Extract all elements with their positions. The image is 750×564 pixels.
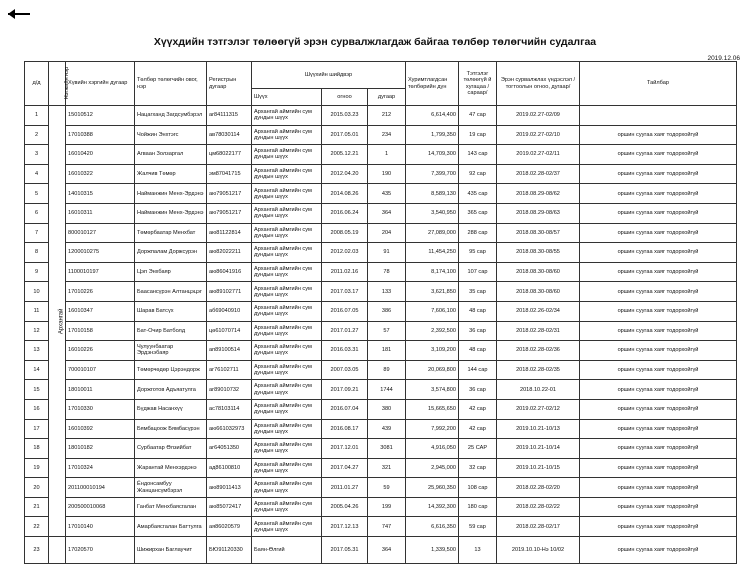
row-number: 2 bbox=[25, 125, 49, 145]
remark: оршин суугаа хаяг тодорхойгүй bbox=[580, 184, 737, 204]
accrued-amount: 3,574,800 bbox=[406, 380, 459, 400]
unpaid-months: 35 сар bbox=[459, 282, 497, 302]
table-row bbox=[25, 497, 737, 517]
register-number: эм87041715 bbox=[207, 164, 252, 184]
case-number: 14010315 bbox=[66, 184, 135, 204]
court-name: Архангай аймгийн сум дундын шүүх bbox=[252, 223, 322, 243]
decision-number: 91 bbox=[368, 243, 406, 263]
payer-name: Ёндонсамбуу Жанцансүмбэрэл bbox=[135, 478, 207, 498]
remark bbox=[580, 106, 737, 126]
remark: оршин суугаа хаяг тодорхойгүй bbox=[580, 360, 737, 380]
table-row bbox=[25, 537, 737, 564]
decision-number: 133 bbox=[368, 282, 406, 302]
remark: оршин суугаа хаяг тодорхойгүй bbox=[580, 537, 737, 564]
row-number: 23 bbox=[25, 537, 49, 564]
unpaid-months: 108 сар bbox=[459, 478, 497, 498]
payer-name: Доржготов Адъяатулга bbox=[135, 380, 207, 400]
payer-name: Бат-Очир Батболд bbox=[135, 321, 207, 341]
row-number: 21 bbox=[25, 497, 49, 517]
table-row bbox=[25, 321, 737, 341]
unpaid-months: 144 сар bbox=[459, 360, 497, 380]
decision-number: 364 bbox=[368, 537, 406, 564]
search-basis: 2018.08.29-08/63 bbox=[497, 203, 580, 223]
register-number: аю81122814 bbox=[207, 223, 252, 243]
payer-name: Доржпалам Доржсурэн bbox=[135, 243, 207, 263]
search-basis: 2019.02.27-02/09 bbox=[497, 106, 580, 126]
remark: оршин суугаа хаяг тодорхойгүй bbox=[580, 439, 737, 459]
decision-date: 2005.04.26 bbox=[322, 497, 368, 517]
case-number: 800010127 bbox=[66, 223, 135, 243]
payer-name: Шижирхан Баглаучит bbox=[135, 537, 207, 564]
row-number: 20 bbox=[25, 478, 49, 498]
court-name: Архангай аймгийн сум дундын шүүх bbox=[252, 419, 322, 439]
accrued-amount: 25,960,350 bbox=[406, 478, 459, 498]
table-row bbox=[25, 380, 737, 400]
court-name: Архангай аймгийн сум дундын шүүх bbox=[252, 439, 322, 459]
unpaid-months: 92 сар bbox=[459, 164, 497, 184]
row-number: 9 bbox=[25, 262, 49, 282]
table-row bbox=[25, 517, 737, 537]
decision-number: 1744 bbox=[368, 380, 406, 400]
unit-name-cell bbox=[49, 537, 66, 564]
decision-number: 386 bbox=[368, 301, 406, 321]
decision-date: 2017.12.13 bbox=[322, 517, 368, 537]
case-number: 1200010275 bbox=[66, 243, 135, 263]
case-number: 17020570 bbox=[66, 537, 135, 564]
case-number: 17010388 bbox=[66, 125, 135, 145]
court-name: Архангай аймгийн сум дундын шүүх bbox=[252, 360, 322, 380]
search-basis: 2019.02.27-02/10 bbox=[497, 125, 580, 145]
payer-name: Найманжин Менх-Эрдэнэ bbox=[135, 184, 207, 204]
remark: оршин суугаа хаяг тодорхойгүй bbox=[580, 223, 737, 243]
table-row bbox=[25, 106, 737, 126]
unpaid-months: 13 bbox=[459, 537, 497, 564]
case-number: 17010158 bbox=[66, 321, 135, 341]
unpaid-months: 36 сар bbox=[459, 380, 497, 400]
table-row bbox=[25, 419, 737, 439]
decision-date: 2017.04.27 bbox=[322, 458, 368, 478]
header-decision: Шүүхийн шийдвэр bbox=[252, 62, 406, 89]
row-number: 22 bbox=[25, 517, 49, 537]
remark: оршин суугаа хаяг тодорхойгүй bbox=[580, 164, 737, 184]
remark: оршин суугаа хаяг тодорхойгүй bbox=[580, 458, 737, 478]
court-name: Архангай аймгийн сум дундын шүүх bbox=[252, 125, 322, 145]
decision-date: 2016.07.04 bbox=[322, 399, 368, 419]
remark: оршин суугаа хаяг тодорхойгүй bbox=[580, 380, 737, 400]
payer-name: Бүджав Насанхүү bbox=[135, 399, 207, 419]
unpaid-months: 42 сар bbox=[459, 419, 497, 439]
payer-name: Амарбаясгалан Баттулга bbox=[135, 517, 207, 537]
remark: оршин суугаа хаяг тодорхойгүй bbox=[580, 419, 737, 439]
remark: оршин суугаа хаяг тодорхойгүй bbox=[580, 145, 737, 165]
accrued-amount: 11,454,250 bbox=[406, 243, 459, 263]
table-row bbox=[25, 203, 737, 223]
search-basis: 2019.10.10-Нэ 10/02 bbox=[497, 537, 580, 564]
decision-date: 2017.01.27 bbox=[322, 321, 368, 341]
case-number: 17010330 bbox=[66, 399, 135, 419]
remark: оршин суугаа хаяг тодорхойгүй bbox=[580, 341, 737, 361]
decision-date: 2008.05.19 bbox=[322, 223, 368, 243]
unpaid-months: 42 сар bbox=[459, 399, 497, 419]
table-row bbox=[25, 164, 737, 184]
remark: оршин суугаа хаяг тодорхойгүй bbox=[580, 517, 737, 537]
table-row bbox=[25, 301, 737, 321]
payer-name: Баасансүрэн Алтанцэцэг bbox=[135, 282, 207, 302]
search-basis: 2019.02.27-02/12 bbox=[497, 399, 580, 419]
row-number: 6 bbox=[25, 203, 49, 223]
table-row bbox=[25, 184, 737, 204]
court-name: Архангай аймгийн сум дундын шүүх bbox=[252, 517, 322, 537]
search-basis: 2018.08.29-08/62 bbox=[497, 184, 580, 204]
court-name: Архангай аймгийн сум дундын шүүх bbox=[252, 243, 322, 263]
register-number: аю79051217 bbox=[207, 184, 252, 204]
decision-date: 2016.08.17 bbox=[322, 419, 368, 439]
table-row bbox=[25, 458, 737, 478]
accrued-amount: 7,992,200 bbox=[406, 419, 459, 439]
payers-table bbox=[24, 61, 737, 564]
row-number: 18 bbox=[25, 439, 49, 459]
court-name: Архангай аймгийн сум дундын шүүх bbox=[252, 203, 322, 223]
unpaid-months: 48 сар bbox=[459, 341, 497, 361]
case-number: 16010226 bbox=[66, 341, 135, 361]
case-number: 201100010194 bbox=[66, 478, 135, 498]
register-number: ад86100810 bbox=[207, 458, 252, 478]
decision-date: 2016.03.31 bbox=[322, 341, 368, 361]
register-number: ас78103114 bbox=[207, 399, 252, 419]
accrued-amount: 27,089,000 bbox=[406, 223, 459, 243]
decision-number: 435 bbox=[368, 184, 406, 204]
register-number: аю86041916 bbox=[207, 262, 252, 282]
register-number: аг64051350 bbox=[207, 439, 252, 459]
accrued-amount: 3,621,850 bbox=[406, 282, 459, 302]
decision-date: 2017.12.01 bbox=[322, 439, 368, 459]
header-no: д/д bbox=[25, 62, 49, 106]
payer-name: Төмөрбаатар Менхбат bbox=[135, 223, 207, 243]
decision-number: 190 bbox=[368, 164, 406, 184]
header-payer: Төлбөр төлөгчийн овог, нэр bbox=[135, 62, 207, 106]
accrued-amount: 1,799,350 bbox=[406, 125, 459, 145]
row-number: 4 bbox=[25, 164, 49, 184]
search-basis: 2018.02.26-02/34 bbox=[497, 301, 580, 321]
payer-name: Чойжин Энхтэгс bbox=[135, 125, 207, 145]
register-number: аю79051217 bbox=[207, 203, 252, 223]
accrued-amount: 2,392,500 bbox=[406, 321, 459, 341]
court-name: Архангай аймгийн сум дундын шүүх bbox=[252, 497, 322, 517]
decision-date: 2014.08.26 bbox=[322, 184, 368, 204]
row-number: 8 bbox=[25, 243, 49, 263]
remark: оршин суугаа хаяг тодорхойгүй bbox=[580, 282, 737, 302]
accrued-amount: 20,069,800 bbox=[406, 360, 459, 380]
search-basis: 2019.10.21-10/13 bbox=[497, 419, 580, 439]
payer-name: Төмөрчөдөр Цэрэндорж bbox=[135, 360, 207, 380]
header-decision-number: дугаар bbox=[368, 89, 406, 106]
decision-date: 2007.03.05 bbox=[322, 360, 368, 380]
search-basis: 2018.02.28-02/31 bbox=[497, 321, 580, 341]
table-row bbox=[25, 282, 737, 302]
remark: оршин суугаа хаяг тодорхойгүй bbox=[580, 399, 737, 419]
case-number: 17010140 bbox=[66, 517, 135, 537]
case-number: 16010347 bbox=[66, 301, 135, 321]
table-row bbox=[25, 223, 737, 243]
accrued-amount: 4,916,050 bbox=[406, 439, 459, 459]
unpaid-months: 47 сар bbox=[459, 106, 497, 126]
search-basis: 2018.02.28-02/35 bbox=[497, 360, 580, 380]
table-row bbox=[25, 125, 737, 145]
row-number: 11 bbox=[25, 301, 49, 321]
register-number: аб69040910 bbox=[207, 301, 252, 321]
remark: оршин суугаа хаяг тодорхойгүй bbox=[580, 497, 737, 517]
case-number: 1100010197 bbox=[66, 262, 135, 282]
payer-name: Агваан Золзаргал bbox=[135, 145, 207, 165]
accrued-amount: 7,399,700 bbox=[406, 164, 459, 184]
case-number: 16010322 bbox=[66, 164, 135, 184]
register-number: БЮ91120330 bbox=[207, 537, 252, 564]
header-unit: Нэгжийн нэр bbox=[49, 62, 66, 106]
decision-number: 380 bbox=[368, 399, 406, 419]
row-number: 15 bbox=[25, 380, 49, 400]
unpaid-months: 107 сар bbox=[459, 262, 497, 282]
accrued-amount: 7,606,100 bbox=[406, 301, 459, 321]
accrued-amount: 8,589,130 bbox=[406, 184, 459, 204]
row-number: 17 bbox=[25, 419, 49, 439]
payer-name: Сурбаатар Өлзийбат bbox=[135, 439, 207, 459]
search-basis: 2018.02.28-02/17 bbox=[497, 517, 580, 537]
case-number: 17010226 bbox=[66, 282, 135, 302]
payer-name: Найманжин Менх-Эрдэнэ bbox=[135, 203, 207, 223]
search-basis: 2019.02.27-02/11 bbox=[497, 145, 580, 165]
accrued-amount: 1,339,500 bbox=[406, 537, 459, 564]
arrow-left-icon bbox=[8, 8, 30, 20]
court-name: Баян-Өлгий bbox=[252, 537, 322, 564]
unpaid-months: 36 сар bbox=[459, 321, 497, 341]
unpaid-months: 32 сар bbox=[459, 458, 497, 478]
payer-name: Жалчив Төмөр bbox=[135, 164, 207, 184]
register-number: ап89100514 bbox=[207, 341, 252, 361]
payer-name: Цэп Энхбаяр bbox=[135, 262, 207, 282]
accrued-amount: 15,665,650 bbox=[406, 399, 459, 419]
court-name: Архангай аймгийн сум дундын шүүх bbox=[252, 341, 322, 361]
decision-date: 2017.05.01 bbox=[322, 125, 368, 145]
accrued-amount: 2,945,000 bbox=[406, 458, 459, 478]
court-name: Архангай аймгийн сум дундын шүүх bbox=[252, 106, 322, 126]
unpaid-months: 25 САР bbox=[459, 439, 497, 459]
accrued-amount: 14,392,300 bbox=[406, 497, 459, 517]
decision-date: 2005.12.21 bbox=[322, 145, 368, 165]
court-name: Архангай аймгийн сум дундын шүүх bbox=[252, 262, 322, 282]
case-number: 200500010068 bbox=[66, 497, 135, 517]
accrued-amount: 6,616,350 bbox=[406, 517, 459, 537]
decision-number: 89 bbox=[368, 360, 406, 380]
table-row bbox=[25, 145, 737, 165]
remark: оршин суугаа хаяг тодорхойгүй bbox=[580, 301, 737, 321]
court-name: Архангай аймгийн сум дундын шүүх bbox=[252, 145, 322, 165]
unpaid-months: 59 сар bbox=[459, 517, 497, 537]
decision-number: 3081 bbox=[368, 439, 406, 459]
row-number: 14 bbox=[25, 360, 49, 380]
decision-number: 234 bbox=[368, 125, 406, 145]
row-number: 16 bbox=[25, 399, 49, 419]
header-remark: Тайлбар bbox=[580, 62, 737, 106]
decision-number: 364 bbox=[368, 203, 406, 223]
accrued-amount: 14,709,300 bbox=[406, 145, 459, 165]
remark: оршин суугаа хаяг тодорхойгүй bbox=[580, 262, 737, 282]
decision-date: 2011.01.27 bbox=[322, 478, 368, 498]
payer-name: Шарав Батсүх bbox=[135, 301, 207, 321]
search-basis: 2018.08.30-08/60 bbox=[497, 282, 580, 302]
court-name: Архангай аймгийн сум дундын шүүх bbox=[252, 399, 322, 419]
decision-date: 2017.03.17 bbox=[322, 282, 368, 302]
document-date: 2019.12.06 bbox=[707, 55, 740, 62]
search-basis: 2019.10.21-10/14 bbox=[497, 439, 580, 459]
table-row bbox=[25, 243, 737, 263]
remark: оршин суугаа хаяг тодорхойгүй bbox=[580, 478, 737, 498]
row-number: 1 bbox=[25, 106, 49, 126]
register-number: аю82022211 bbox=[207, 243, 252, 263]
payer-name: Ганбат Менхбаясгалан bbox=[135, 497, 207, 517]
row-number: 19 bbox=[25, 458, 49, 478]
decision-number: 212 bbox=[368, 106, 406, 126]
register-number: цм68022177 bbox=[207, 145, 252, 165]
unpaid-months: 180 сар bbox=[459, 497, 497, 517]
row-number: 7 bbox=[25, 223, 49, 243]
decision-date: 2011.02.16 bbox=[322, 262, 368, 282]
decision-number: 57 bbox=[368, 321, 406, 341]
payer-name: Нацагханд Загдсумбэрэл bbox=[135, 106, 207, 126]
court-name: Архангай аймгийн сум дундын шүүх bbox=[252, 321, 322, 341]
unit-name-cell: Архангай bbox=[49, 106, 66, 537]
header-decision-date: огноо bbox=[322, 89, 368, 106]
table-row bbox=[25, 399, 737, 419]
case-number: 16010420 bbox=[66, 145, 135, 165]
unpaid-months: 19 сар bbox=[459, 125, 497, 145]
search-basis: 2018.08.30-08/55 bbox=[497, 243, 580, 263]
remark: оршин суугаа хаяг тодорхойгүй bbox=[580, 203, 737, 223]
decision-number: 1 bbox=[368, 145, 406, 165]
case-number: 16010392 bbox=[66, 419, 135, 439]
header-case-no: Хүвийн хэргийн дугаар bbox=[66, 62, 135, 106]
table-row bbox=[25, 262, 737, 282]
search-basis: 2019.10.21-10/15 bbox=[497, 458, 580, 478]
search-basis: 2018.08.30-08/57 bbox=[497, 223, 580, 243]
unpaid-months: 435 сар bbox=[459, 184, 497, 204]
decision-date: 2012.04.20 bbox=[322, 164, 368, 184]
remark: оршин суугаа хаяг тодорхойгүй bbox=[580, 243, 737, 263]
row-number: 13 bbox=[25, 341, 49, 361]
unpaid-months: 48 сар bbox=[459, 301, 497, 321]
table-row bbox=[25, 478, 737, 498]
remark: оршин суугаа хаяг тодорхойгүй bbox=[580, 321, 737, 341]
remark: оршин суугаа хаяг тодорхойгүй bbox=[580, 125, 737, 145]
decision-date: 2017.05.31 bbox=[322, 537, 368, 564]
search-basis: 2018.02.28-02/22 bbox=[497, 497, 580, 517]
accrued-amount: 6,614,400 bbox=[406, 106, 459, 126]
register-number: цө61070714 bbox=[207, 321, 252, 341]
accrued-amount: 8,174,100 bbox=[406, 262, 459, 282]
decision-date: 2012.02.03 bbox=[322, 243, 368, 263]
decision-number: 321 bbox=[368, 458, 406, 478]
unpaid-months: 95 сар bbox=[459, 243, 497, 263]
table-row bbox=[25, 341, 737, 361]
unpaid-months: 365 сар bbox=[459, 203, 497, 223]
court-name: Архангай аймгийн сум дундын шүүх bbox=[252, 458, 322, 478]
search-basis: 2018.02.28-02/37 bbox=[497, 164, 580, 184]
accrued-amount: 3,540,950 bbox=[406, 203, 459, 223]
register-number: аг89010732 bbox=[207, 380, 252, 400]
case-number: 15010512 bbox=[66, 106, 135, 126]
table-row bbox=[25, 439, 737, 459]
register-number: аю661032973 bbox=[207, 419, 252, 439]
payer-name: Бямбацоож Бямбасүрэн bbox=[135, 419, 207, 439]
court-name: Архангай аймгийн сум дундын шүүх bbox=[252, 282, 322, 302]
register-number: аю89011413 bbox=[207, 478, 252, 498]
row-number: 3 bbox=[25, 145, 49, 165]
case-number: 16010311 bbox=[66, 203, 135, 223]
case-number: 17010324 bbox=[66, 458, 135, 478]
search-basis: 2018.02.28-02/20 bbox=[497, 478, 580, 498]
row-number: 10 bbox=[25, 282, 49, 302]
decision-number: 199 bbox=[368, 497, 406, 517]
search-basis: 2018.08.30-08/60 bbox=[497, 262, 580, 282]
decision-date: 2015.03.23 bbox=[322, 106, 368, 126]
table-row bbox=[25, 360, 737, 380]
search-basis: 2018.10.22-01 bbox=[497, 380, 580, 400]
decision-date: 2017.09.21 bbox=[322, 380, 368, 400]
decision-number: 181 bbox=[368, 341, 406, 361]
header-court: Шүүх bbox=[252, 89, 322, 106]
register-number: аю89102771 bbox=[207, 282, 252, 302]
decision-number: 78 bbox=[368, 262, 406, 282]
case-number: 18010011 bbox=[66, 380, 135, 400]
payer-name: Чулуунбаатар Эрдэнэбаяр bbox=[135, 341, 207, 361]
header-search-basis: Эрэн сурвалжлах үндэслэл /тогтоолын огноо, дугаар/ bbox=[497, 62, 580, 106]
row-number: 5 bbox=[25, 184, 49, 204]
decision-date: 2016.06.24 bbox=[322, 203, 368, 223]
header-amount: Хуримтлагдсан төлбөрийн дүн bbox=[406, 62, 459, 106]
court-name: Архангай аймгийн сум дундын шүүх bbox=[252, 301, 322, 321]
decision-number: 439 bbox=[368, 419, 406, 439]
search-basis: 2018.02.28-02/36 bbox=[497, 341, 580, 361]
register-number: аю85072417 bbox=[207, 497, 252, 517]
decision-number: 747 bbox=[368, 517, 406, 537]
decision-number: 204 bbox=[368, 223, 406, 243]
register-number: ar84111315 bbox=[207, 106, 252, 126]
court-name: Архангай аймгийн сум дундын шүүх bbox=[252, 164, 322, 184]
decision-date: 2016.07.05 bbox=[322, 301, 368, 321]
unpaid-months: 288 сар bbox=[459, 223, 497, 243]
header-register: Регистрын дугаар bbox=[207, 62, 252, 106]
decision-number: 59 bbox=[368, 478, 406, 498]
court-name: Архангай аймгийн сум дундын шүүх bbox=[252, 380, 322, 400]
accrued-amount: 3,109,200 bbox=[406, 341, 459, 361]
case-number: 700010107 bbox=[66, 360, 135, 380]
payer-name: Жарантай Менхэрдэнэ bbox=[135, 458, 207, 478]
court-name: Архангай аймгийн сум дундын шүүх bbox=[252, 184, 322, 204]
unpaid-months: 143 сар bbox=[459, 145, 497, 165]
case-number: 18010182 bbox=[66, 439, 135, 459]
court-name: Архангай аймгийн сум дундын шүүх bbox=[252, 478, 322, 498]
register-number: аг76102711 bbox=[207, 360, 252, 380]
register-number: ав78030114 bbox=[207, 125, 252, 145]
header-months: Тэтгэлэг төлөөгүй й хугацаа /сараар/ bbox=[459, 62, 497, 106]
register-number: ая86020579 bbox=[207, 517, 252, 537]
row-number: 12 bbox=[25, 321, 49, 341]
document-title: Хүүхдийн тэтгэлэг төлөөгүй эрэн сурвалжлагдаж байгаа төлбөр төлөгчийн судалгаа bbox=[153, 36, 597, 48]
